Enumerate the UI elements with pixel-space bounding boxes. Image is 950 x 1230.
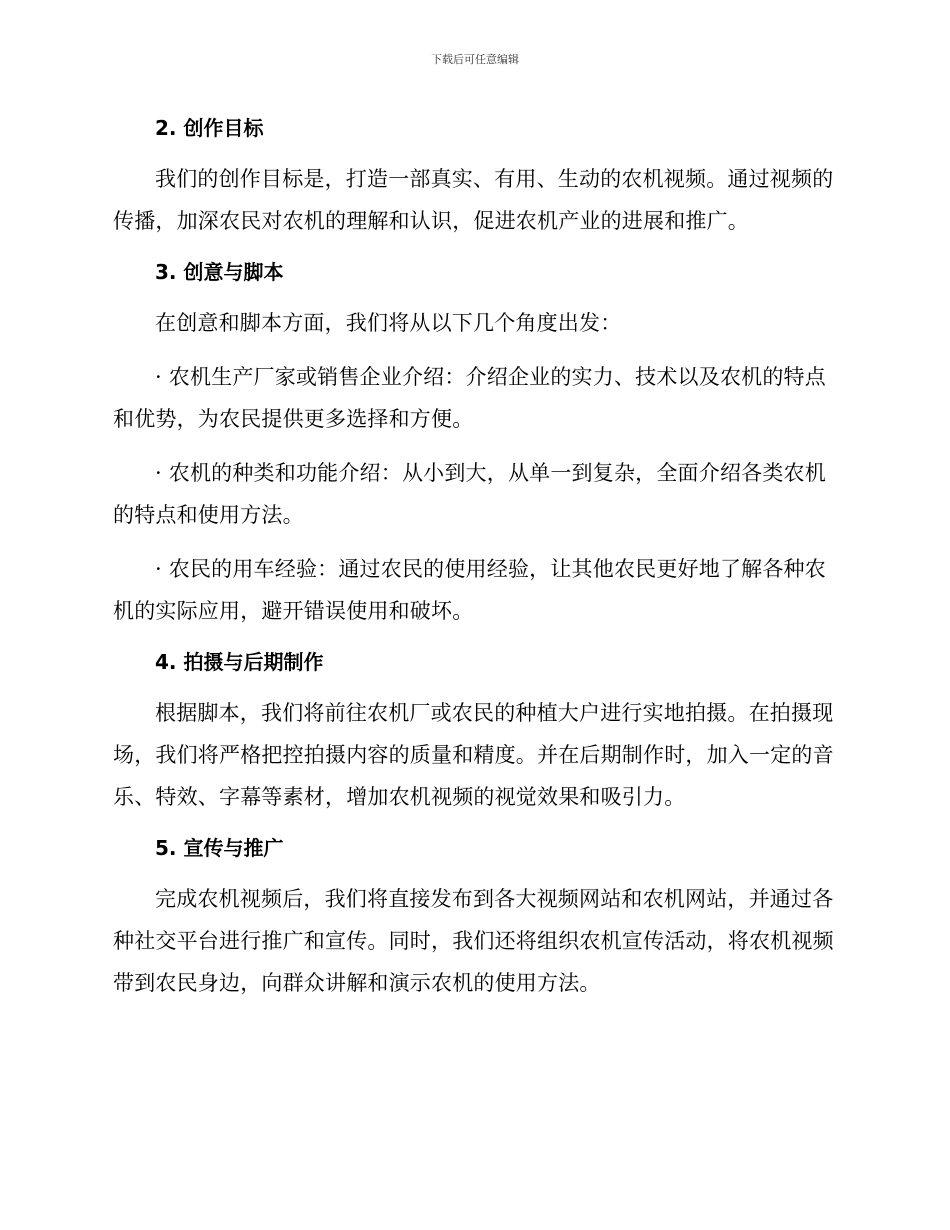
section-heading-filming: 4. 拍摄与后期制作 xyxy=(155,650,324,674)
page-header-note: 下载后可任意编辑 xyxy=(431,53,519,66)
bullet-farmer-experience: · 农民的用车经验：通过农民的使用经验，让其他农民更好地了解各种农机的实际应用，避开错误使用和破坏。 xyxy=(113,557,826,623)
bullet-machine-types: · 农机的种类和功能介绍：从小到大，从单一到复杂，全面介绍各类农机的特点和使用方法。 xyxy=(113,461,826,527)
section-heading-script: 3. 创意与脚本 xyxy=(155,260,284,284)
paragraph-promotion: 完成农机视频后，我们将直接发布到各大视频网站和农机网站，并通过各种社交平台进行推广和宣传。同时，我们还将组织农机宣传活动，将农机视频带到农民身边，向群众讲解和演示农机的使用方法。 xyxy=(113,887,834,995)
paragraph-goal: 我们的创作目标是，打造一部真实、有用、生动的农机视频。通过视频的传播，加深农民对农机的理解和认识，促进农机产业的进展和推广。 xyxy=(113,167,834,233)
section-heading-promotion: 5. 宣传与推广 xyxy=(155,836,284,860)
document-body xyxy=(113,110,837,1004)
section-heading-goal: 2. 创作目标 xyxy=(155,116,264,140)
paragraph-filming: 根据脚本，我们将前往农机厂或农民的种植大户进行实地拍摄。在拍摄现场，我们将严格把控拍摄内容的质量和精度。并在后期制作时，加入一定的音乐、特效、字幕等素材，增加农机视频的视觉效果和吸引力。 xyxy=(113,701,834,809)
bullet-manufacturer: · 农机生产厂家或销售企业介绍：介绍企业的实力、技术以及农机的特点和优势，为农民提供更多选择和方便。 xyxy=(113,365,826,431)
paragraph-script-intro: 在创意和脚本方面，我们将从以下几个角度出发： xyxy=(155,311,622,335)
